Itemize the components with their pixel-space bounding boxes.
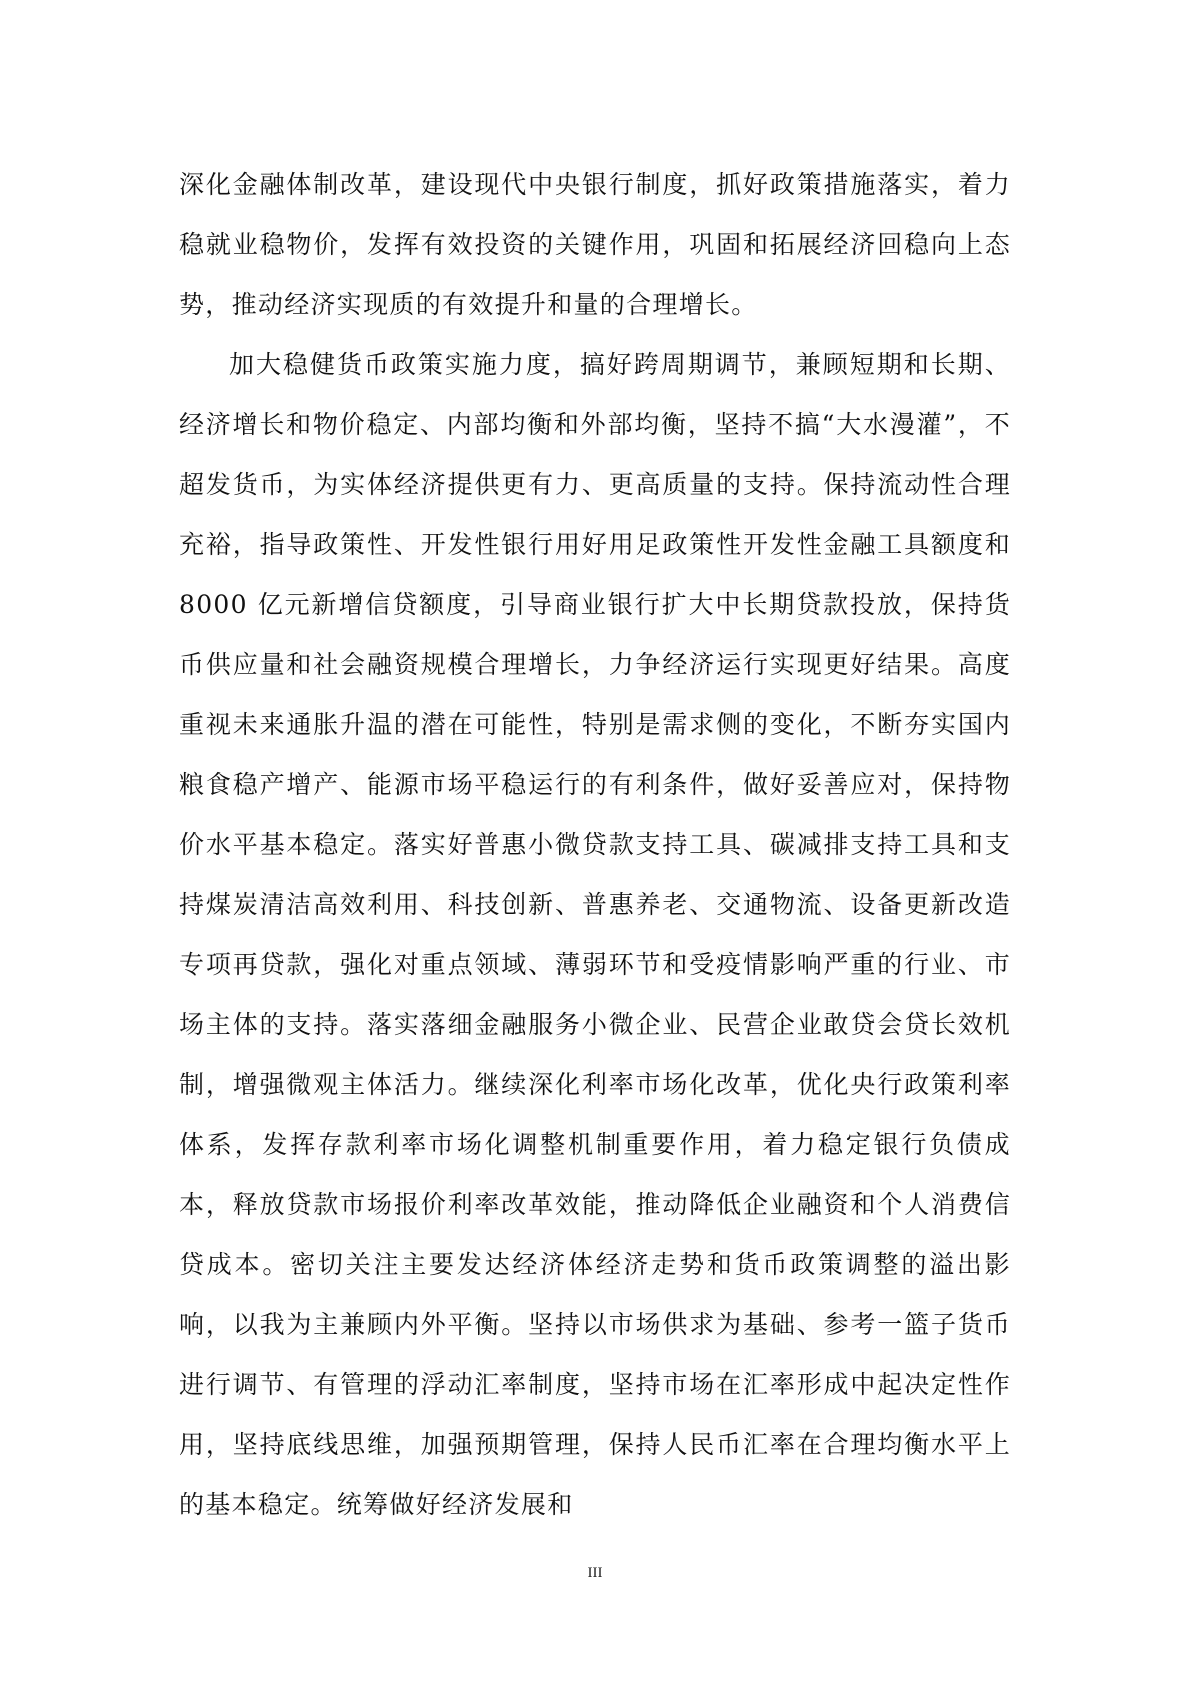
paragraph-continued: 深化金融体制改革，建设现代中央银行制度，抓好政策措施落实，着力稳就业稳物价，发挥有效投资的关键作用，巩固和拓展经济回稳向上态势，推动经济实现质的有效提升和量的合理增长。 xyxy=(179,170,1011,319)
body-text xyxy=(179,155,1011,1535)
paragraph-monetary-policy: 加大稳健货币政策实施力度，搞好跨周期调节，兼顾短期和长期、经济增长和物价稳定、内部均衡和外部均衡，坚持不搞“大水漫灌”，不超发货币，为实体经济提供更有力、更高质量的支持。保持流动性合理充裕，指导政策性、开发性银行用好用足政策性开发性金融工具额度和 8000 亿元新增信贷额度，引导商业银行扩大中长期贷款投放，保持货币供应量和社会融资规模合理增长，力争经济运行实现更好结果。高度重视未来通胀升温的潜在可能性，特别是需求侧的变化，不断夯实国内粮食稳产增产、能源市场平稳运行的有利条件，做好妥善应对，保持物价水平基本稳定。落实好普惠小微贷款支持工具、碳减排支持工具和支持煤炭清洁高效利用、科技创新、普惠养老、交通物流、设备更新改造专项再贷款，强化对重点领域、薄弱环节和受疫情影响严重的行业、市场主体的支持。落实落细金融服务小微企业、民营企业敢贷会贷长效机制，增强微观主体活力。继续深化利率市场化改革，优化央行政策利率体系，发挥存款利率市场化调整机制重要作用，着力稳定银行负债成本，释放贷款市场报价利率改革效能，推动降低企业融资和个人消费信贷成本。密切关注主要发达经济体经济走势和货币政策调整的溢出影响，以我为主兼顾内外平衡。坚持以市场供求为基础、参考一篮子货币进行调节、有管理的浮动汇率制度，坚持市场在汇率形成中起决定性作用，坚持底线思维，加强预期管理，保持人民币汇率在合理均衡水平上的基本稳定。统筹做好经济发展和 xyxy=(179,350,1011,1519)
page-number: III xyxy=(587,1565,603,1581)
